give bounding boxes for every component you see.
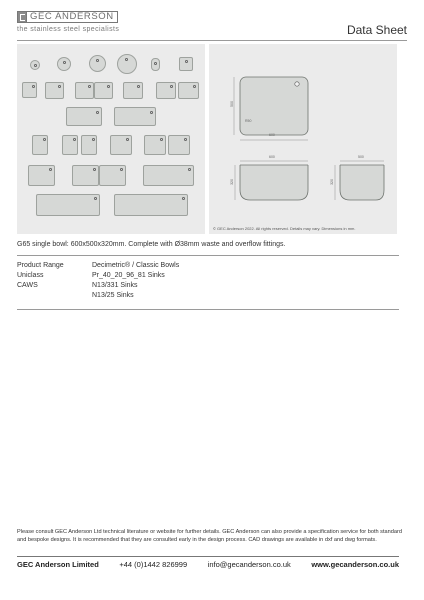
footer-divider bbox=[17, 556, 399, 557]
sink-thumbnail bbox=[28, 165, 55, 186]
spec-divider-top bbox=[17, 255, 399, 256]
spec-row-caws bbox=[17, 281, 399, 301]
sink-thumbnail bbox=[151, 58, 160, 71]
sink-thumbnail bbox=[179, 57, 193, 71]
spec-row-uniclass bbox=[17, 271, 399, 281]
sink-thumbnail bbox=[75, 82, 94, 99]
footer-note: Please consult GEC Anderson Ltd technical literature or website for further details. GEC Anderson can also provide a specification service for both standard and bespoke designs. It is recommended that they are consulted early in the design process. CAD drawings are available in dxf and dwg formats. bbox=[17, 529, 402, 543]
sink-thumbnail bbox=[114, 107, 156, 126]
spec-table bbox=[17, 261, 399, 301]
technical-drawing bbox=[209, 44, 397, 234]
sink-thumbnail bbox=[168, 135, 190, 155]
sink-thumbnail bbox=[45, 82, 64, 99]
sink-thumbnail bbox=[178, 82, 199, 99]
plan-depth-label: 500 bbox=[229, 101, 234, 107]
sink-thumbnail bbox=[62, 135, 78, 155]
document-title: Data Sheet bbox=[346, 23, 407, 37]
sink-thumbnail bbox=[36, 194, 100, 216]
sink-thumbnail bbox=[123, 82, 143, 99]
technical-drawing-svg bbox=[209, 44, 397, 234]
sink-thumbnail bbox=[156, 82, 176, 99]
sink-thumbnail bbox=[94, 82, 113, 99]
sink-thumbnail bbox=[114, 194, 188, 216]
footer-website[interactable]: www.gecanderson.co.uk bbox=[311, 560, 399, 569]
plan-radius-label: R50 bbox=[245, 119, 252, 123]
sink-thumbnail bbox=[99, 165, 126, 186]
tagline: the stainless steel specialists bbox=[17, 26, 120, 33]
spec-value: Decimetric® / Classic Bowls bbox=[92, 262, 180, 269]
spec-key: Uniclass bbox=[17, 272, 44, 279]
spec-value: Pr_40_20_96_81 Sinks bbox=[92, 272, 165, 279]
sink-thumbnail bbox=[143, 165, 194, 186]
product-description: G65 single bowl: 600x500x320mm. Complete with Ø38mm waste and overflow fittings. bbox=[17, 241, 286, 248]
plan-width-label: 600 bbox=[269, 133, 275, 137]
spec-value-line: N13/25 Sinks bbox=[92, 292, 134, 299]
side-depth-label: 500 bbox=[358, 155, 364, 159]
sink-thumbnail bbox=[72, 165, 99, 186]
front-width-label: 600 bbox=[269, 155, 275, 159]
range-overview-drawing bbox=[17, 44, 205, 234]
sink-thumbnail bbox=[89, 55, 106, 72]
sink-thumbnail bbox=[110, 135, 132, 155]
side-height-label: 320 bbox=[329, 179, 334, 185]
drawing-copyright: © GEC Anderson 2022. All rights reserved. Details may vary. Dimensions in mm. bbox=[213, 226, 356, 231]
footer-company: GEC Anderson Limited bbox=[17, 560, 99, 569]
sink-thumbnail bbox=[57, 57, 71, 71]
sink-thumbnail bbox=[81, 135, 97, 155]
sink-thumbnail bbox=[22, 82, 37, 98]
logo-text: GEC ANDERSON bbox=[30, 11, 114, 22]
spec-row-product-range bbox=[17, 261, 399, 271]
company-logo bbox=[17, 11, 118, 23]
header-divider bbox=[17, 40, 407, 41]
page-header bbox=[17, 11, 407, 39]
sink-thumbnail bbox=[144, 135, 166, 155]
sink-thumbnail bbox=[117, 54, 137, 74]
sink-thumbnail bbox=[32, 135, 48, 155]
spec-divider-bottom bbox=[17, 309, 399, 310]
logo-mark-icon bbox=[18, 12, 27, 22]
footer-email[interactable]: info@gecanderson.co.uk bbox=[207, 560, 291, 569]
sink-thumbnail bbox=[30, 60, 40, 70]
spec-value bbox=[92, 281, 138, 301]
spec-value-line: N13/331 Sinks bbox=[92, 282, 138, 289]
sink-thumbnail bbox=[66, 107, 102, 126]
footer-phone: +44 (0)1442 826999 bbox=[119, 560, 188, 569]
page-footer bbox=[17, 560, 399, 569]
spec-key: CAWS bbox=[17, 282, 38, 289]
spec-key: Product Range bbox=[17, 262, 64, 269]
front-height-label: 320 bbox=[229, 179, 234, 185]
